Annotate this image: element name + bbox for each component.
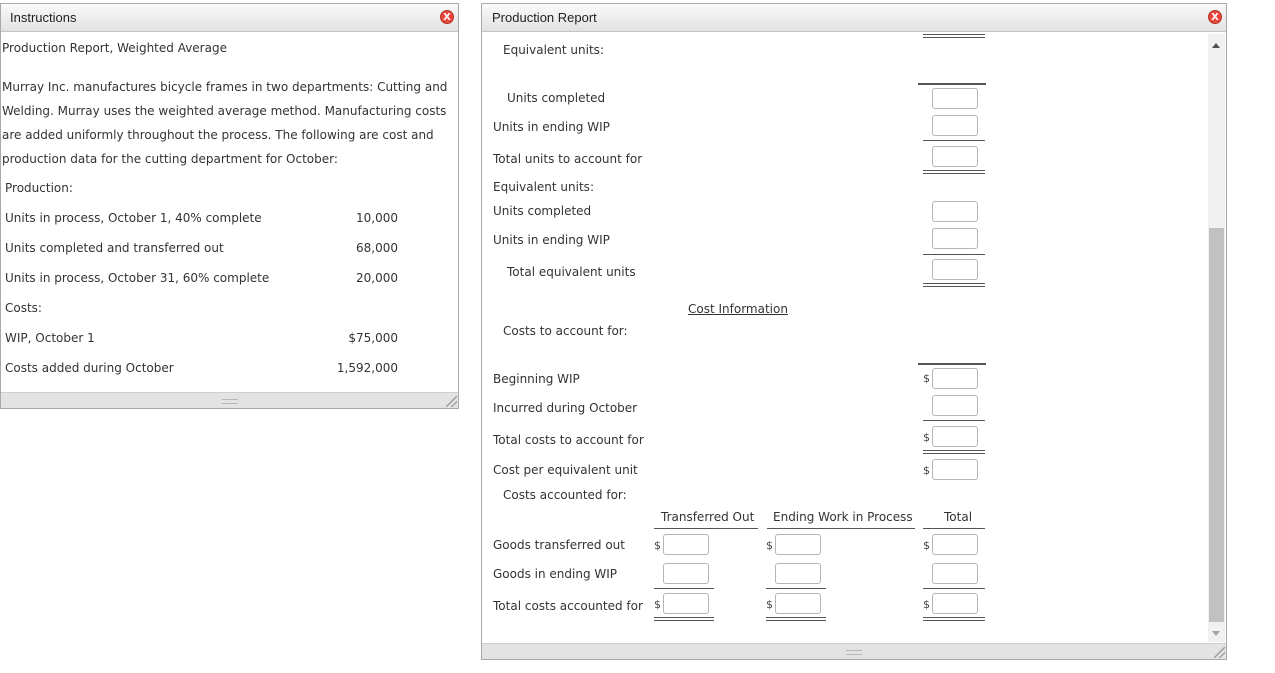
rule (918, 363, 986, 365)
total-accounted-label: Total costs accounted for (493, 599, 643, 613)
equiv-units-top-label: Equivalent units: (503, 43, 604, 57)
total-accounted-transferred-input[interactable] (663, 593, 709, 614)
total-equiv-units-label: Total equivalent units (507, 265, 636, 279)
double-rule (766, 617, 826, 621)
dollar-sign: $ (923, 372, 930, 385)
production-label: Production: (5, 181, 73, 195)
data-row-value: 10,000 (356, 211, 398, 225)
equiv-units-label: Equivalent units: (493, 180, 594, 194)
units-completed-input[interactable] (932, 88, 978, 109)
rule (923, 254, 985, 255)
dollar-sign: $ (923, 598, 930, 611)
double-rule (923, 34, 985, 38)
scroll-up-icon[interactable] (1212, 43, 1220, 48)
goods-ending-transferred-input[interactable] (663, 563, 709, 584)
dollar-sign: $ (654, 539, 661, 552)
cost-per-eu-label: Cost per equivalent unit (493, 463, 638, 477)
report-title: Production Report (492, 10, 597, 25)
eu-units-ending-wip-label: Units in ending WIP (493, 233, 610, 247)
costs-accounted-label: Costs accounted for: (503, 488, 627, 502)
total-units-label: Total units to account for (493, 152, 643, 166)
data-row-value: 20,000 (356, 271, 398, 285)
units-completed-label: Units completed (507, 91, 606, 105)
costs-to-account-label: Costs to account for: (503, 324, 628, 338)
double-rule (923, 283, 985, 287)
dollar-sign: $ (766, 539, 773, 552)
report-titlebar[interactable] (482, 4, 1226, 32)
production-report-window (481, 3, 1227, 660)
rule (767, 528, 915, 529)
instructions-window (0, 3, 459, 409)
total-equiv-units-input[interactable] (932, 259, 978, 280)
resize-handle-icon[interactable] (446, 396, 457, 407)
rule (923, 140, 985, 141)
goods-transferred-out-input[interactable] (663, 534, 709, 555)
eu-units-completed-input[interactable] (932, 201, 978, 222)
total-units-input[interactable] (932, 146, 978, 167)
drag-grip-icon[interactable] (222, 399, 238, 404)
double-rule (923, 450, 985, 454)
goods-ending-label: Goods in ending WIP (493, 567, 618, 581)
dollar-sign: $ (766, 598, 773, 611)
rule (766, 588, 826, 589)
goods-transferred-total-input[interactable] (932, 534, 978, 555)
data-row-value: 68,000 (356, 241, 398, 255)
resize-handle-icon[interactable] (1214, 647, 1225, 658)
data-row-label: Costs added during October (5, 361, 174, 375)
scrollbar-thumb[interactable] (1209, 228, 1224, 622)
eu-units-ending-wip-input[interactable] (932, 228, 978, 249)
double-rule (654, 617, 714, 621)
beginning-wip-input[interactable] (932, 368, 978, 389)
total-costs-label: Total costs to account for (493, 433, 644, 447)
data-row-label: Units in process, October 1, 40% complete (5, 211, 262, 225)
instructions-title: Instructions (10, 10, 77, 25)
instructions-titlebar[interactable] (1, 4, 458, 32)
double-rule (923, 170, 985, 174)
eu-units-completed-label: Units completed (493, 204, 592, 218)
scroll-down-icon[interactable] (1212, 631, 1220, 636)
rule (923, 420, 985, 421)
rule (923, 588, 985, 589)
col-total: Total (944, 510, 973, 524)
total-costs-input[interactable] (932, 426, 978, 447)
units-ending-wip-input[interactable] (932, 115, 978, 136)
instructions-statusbar (1, 392, 458, 408)
double-rule (923, 617, 985, 621)
close-icon[interactable]: X (1208, 10, 1222, 24)
costs-label: Costs: (5, 301, 42, 315)
close-icon[interactable]: X (440, 10, 454, 24)
goods-ending-total-input[interactable] (932, 563, 978, 584)
data-row-label: Units completed and transferred out (5, 241, 224, 255)
goods-ending-ending-input[interactable] (775, 563, 821, 584)
rule (918, 83, 986, 85)
drag-grip-icon[interactable] (846, 650, 862, 655)
dollar-sign: $ (923, 464, 930, 477)
instructions-paragraph: Murray Inc. manufactures bicycle frames in two departments: Cutting and Welding. Murray uses the weighted average method. Manufacturing costs are added uniformly throughout the process. The following are cost and production data for the cutting department for October: (2, 80, 448, 166)
goods-transferred-ending-input[interactable] (775, 534, 821, 555)
dollar-sign: $ (923, 431, 930, 444)
rule (654, 528, 758, 529)
data-row-value: $75,000 (348, 331, 398, 345)
instructions-heading: Production Report, Weighted Average (2, 41, 227, 55)
data-row-value: 1,592,000 (336, 361, 398, 375)
report-statusbar (482, 643, 1226, 659)
col-ending-wip: Ending Work in Process (773, 510, 913, 524)
col-transferred-out: Transferred Out (661, 510, 755, 524)
rule (654, 588, 714, 589)
vertical-scrollbar[interactable] (1208, 34, 1225, 642)
cost-information-heading: Cost Information (688, 302, 788, 316)
dollar-sign: $ (654, 598, 661, 611)
data-row-label: Units in process, October 31, 60% complete (5, 271, 270, 285)
data-row-label: WIP, October 1 (5, 331, 95, 345)
beginning-wip-label: Beginning WIP (493, 372, 580, 386)
total-accounted-total-input[interactable] (932, 593, 978, 614)
units-ending-wip-label: Units in ending WIP (493, 120, 610, 134)
rule (923, 528, 985, 529)
goods-transferred-label: Goods transferred out (493, 538, 625, 552)
cost-per-eu-input[interactable] (932, 459, 978, 480)
dollar-sign: $ (923, 539, 930, 552)
incurred-label: Incurred during October (493, 401, 638, 415)
total-accounted-ending-input[interactable] (775, 593, 821, 614)
incurred-input[interactable] (932, 395, 978, 416)
